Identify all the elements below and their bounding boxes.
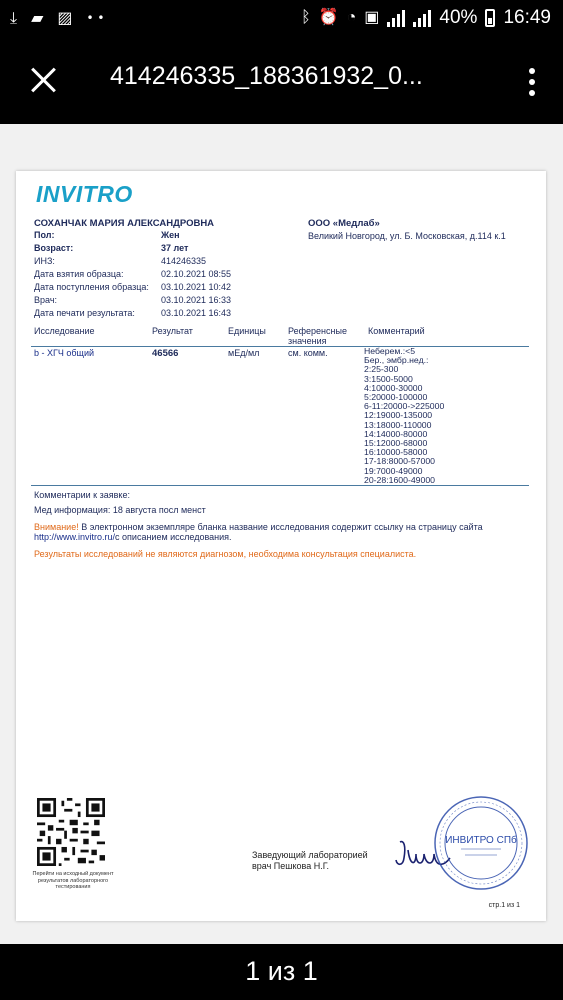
warning-word: Внимание! — [34, 522, 79, 532]
warning-text: В электронном экземпляре бланка название исследования содержит ссылку на страницу сайта — [81, 522, 483, 532]
age-value: 37 лет — [161, 243, 189, 253]
med-info: Мед информация: 18 августа посл менст — [34, 505, 206, 515]
invitro-logo: INVITRO — [36, 181, 133, 207]
lab-name: ООО «Медлаб» — [308, 218, 380, 229]
table-header-divider — [31, 346, 529, 347]
col-study: Исследование — [34, 326, 95, 336]
comment-line: 14:14000-80000 — [364, 428, 428, 439]
qr-code — [37, 798, 105, 866]
warning-text-2: с описанием исследования. — [115, 532, 232, 542]
doctor-label: Врач: — [34, 295, 58, 305]
comment-line: 2:25-300 — [364, 364, 399, 375]
page-indicator: 1 из 1 — [245, 956, 318, 986]
more-dots-icon: • • — [86, 11, 105, 25]
col-comment: Комментарий — [368, 326, 425, 336]
image-icon: ▨ — [57, 8, 73, 27]
lab-address: Великий Новгород, ул. Б. Московская, д.114 к.1 — [308, 231, 506, 241]
comment-line: 19:7000-49000 — [364, 465, 423, 476]
chat-icon: ▰ — [31, 8, 44, 27]
comment-line: 6-11:20000->225000 — [364, 401, 445, 412]
units-value: мЕд/мл — [228, 348, 260, 358]
alarm-icon: ⏰ — [318, 9, 339, 26]
lab-stamp — [431, 793, 531, 893]
print-date-value: 03.10.2021 16:43 — [161, 308, 232, 318]
sample-date-label: Дата взятия образца: — [34, 269, 124, 279]
sample-date-value: 02.10.2021 08:55 — [161, 269, 232, 279]
patient-name: СОХАНЧАК МАРИЯ АЛЕКСАНДРОВНА — [34, 218, 215, 229]
sex-label: Пол: — [34, 230, 55, 240]
head-name: врач Пешкова Н.Г. — [252, 861, 329, 871]
comment-line: 4:10000-30000 — [364, 382, 423, 393]
disclaimer: Результаты исследований не являются диагнозом, необходима консультация специалиста. — [34, 549, 417, 559]
qr-caption: Перейти на исходный документ результатов лабораторного тестирования — [32, 871, 114, 890]
comment-line: 20-28:1600-49000 — [364, 474, 436, 485]
document-title: 414246335_188361932_0... — [110, 62, 423, 90]
comments-label: Комментарии к заявке: — [34, 490, 130, 500]
head-title: Заведующий лабораторией — [252, 850, 368, 860]
age-label: Возраст: — [34, 243, 74, 253]
reference-value: см. комм. — [288, 348, 328, 358]
comment-line: 16:10000-58000 — [364, 447, 428, 458]
download-icon: ⤓ — [10, 8, 18, 27]
signal-icon — [413, 9, 431, 27]
document-page — [16, 171, 546, 921]
comment-line: 13:18000-110000 — [364, 419, 432, 430]
col-units: Единицы — [228, 326, 266, 336]
invitro-link[interactable]: http://www.invitro.ru/ — [34, 532, 116, 542]
comment-line: 3:1500-5000 — [364, 373, 413, 384]
comment-line: 15:12000-68000 — [364, 438, 428, 449]
study-link[interactable]: b - ХГЧ общий — [34, 348, 94, 358]
data-saver-icon: ▣ — [364, 9, 380, 26]
signal-icon — [387, 9, 405, 27]
received-date-label: Дата поступления образца: — [34, 282, 149, 292]
clock: 16:49 — [503, 7, 551, 28]
comment-line: 17-18:8000-57000 — [364, 456, 436, 467]
close-icon[interactable] — [30, 66, 58, 94]
received-date-value: 03.10.2021 10:42 — [161, 282, 232, 292]
warning-line-2 — [34, 532, 232, 542]
comment-line: 5:20000-100000 — [364, 392, 428, 403]
comment-line: 12:19000-135000 — [364, 410, 433, 421]
comment-line: Бер., эмбр.нед.: — [364, 355, 429, 366]
comment-list — [364, 347, 444, 485]
bluetooth-icon: ᛒ — [301, 9, 311, 26]
comment-line: Неберем.:<5 — [364, 346, 416, 356]
more-vert-icon[interactable] — [529, 68, 535, 96]
sex-value: Жен — [161, 230, 180, 240]
warning-line — [34, 522, 483, 532]
page-number: стр.1 из 1 — [488, 902, 520, 909]
inz-label: ИНЗ: — [34, 256, 55, 266]
result-value: 46566 — [152, 348, 179, 359]
document-viewer[interactable] — [0, 124, 563, 944]
doctor-date-value: 03.10.2021 16:33 — [161, 295, 232, 305]
app-toolbar — [0, 40, 563, 124]
battery-percent: 40% — [439, 7, 478, 28]
col-reference-2: значения — [288, 336, 327, 346]
inz-value: 414246335 — [161, 256, 207, 266]
stamp-text: ИНВИТРО СПб — [445, 835, 517, 846]
print-date-label: Дата печати результата: — [34, 308, 135, 318]
col-reference: Референсные — [288, 326, 347, 336]
wifi-icon: ◔ — [346, 9, 357, 26]
col-result: Результат — [152, 326, 193, 336]
battery-icon — [485, 9, 495, 27]
viewer-footer — [0, 944, 563, 1000]
status-bar — [0, 0, 563, 40]
table-bottom-divider — [31, 485, 529, 486]
